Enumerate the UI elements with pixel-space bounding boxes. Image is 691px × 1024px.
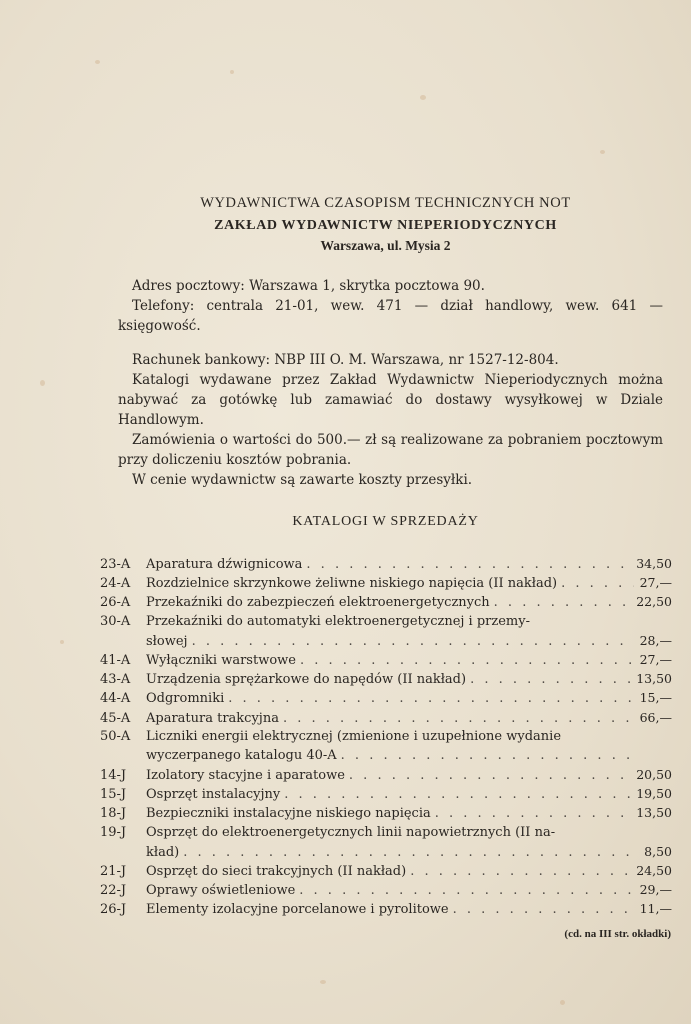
catalog-price: 15,— [639,690,672,706]
postal-address: Adres pocztowy: Warszawa 1, skrytka pocztowa 90. [132,278,485,294]
catalog-title: Przekaźniki do automatyki elektroenergetycznej i przemy- [146,613,530,629]
catalog-price: 11,— [639,901,672,917]
catalog-code: 21-J [100,864,127,879]
catalog-title: Izolatory stacyjne i aparatowe [146,768,345,784]
info-section [118,276,663,490]
catalog-price: 13,50 [636,671,672,687]
shipping-note: W cenie wydawnictw są zawarte koszty przesyłki. [132,472,473,488]
catalog-item [100,710,672,729]
catalog-title: Osprzęt do sieci trakcyjnych (II nakład) [146,864,407,879]
stain-spot [560,1000,565,1005]
department-name: ZAKŁAD WYDAWNICTW NIEPERIODYCZNYCH [214,218,557,233]
stain-spot [230,70,234,74]
catalog-price: 20,50 [636,767,672,783]
catalog-item [100,614,672,633]
publisher-name: WYDAWNICTWA CZASOPISM TECHNICZNYCH NOT [200,195,571,211]
orders-note: Zamówienia o wartości do 500.— zł są realizowane za pobraniem pocztowym przy doliczeniu kosztów pobrania. [118,432,663,468]
catalog-code: 30-A [100,613,131,629]
catalog-price: 22,50 [636,594,672,610]
stain-spot [60,640,64,644]
catalog-code: 14-J [100,768,127,784]
catalog-code: 45-A [100,710,131,726]
catalog-item [100,825,672,844]
catalog-item [100,556,672,575]
catalog-title: Rozdzielnice skrzynkowe żeliwne niskiego napięcia (II nakład) [146,576,558,592]
stain-spot [320,980,326,984]
catalog-title: Liczniki energii elektrycznej (zmienione i uzupełnione wydanie [146,728,562,744]
leader-dots [349,768,632,783]
catalog-code: 26-J [100,902,127,918]
publisher-address: Warszawa, ul. Mysia 2 [320,238,451,253]
catalog-item [100,882,672,901]
catalog-item [100,767,672,786]
catalog-title: Osprzęt instalacyjny [146,787,281,803]
catalog-code: 41-A [100,652,131,668]
catalog-item [100,729,672,748]
catalog-code: 18-J [100,806,127,822]
leader-dots [228,691,634,706]
catalog-code: 50-A [100,728,131,744]
leader-dots [306,557,632,572]
catalog-title: Oprawy oświetleniowe [146,883,296,899]
catalog-price: 27,— [639,575,672,591]
catalog-item [100,901,672,920]
leader-dots [470,672,632,687]
continuation-note: (cd. na III str. okładki) [564,928,671,940]
catalog-section-title: KATALOGI W SPRZEDAŻY [292,514,479,529]
catalog-list [100,556,672,921]
catalog-price: 34,50 [636,556,672,571]
catalog-price: 29,— [639,882,672,898]
catalog-item [100,594,672,613]
leader-dots [435,806,632,821]
leader-dots [341,748,634,763]
catalog-title-continuation: wyczerpanego katalogu 40-A [146,747,337,763]
stain-spot [40,380,45,386]
catalog-title: Wyłączniki warstwowe [146,652,296,668]
catalog-item [100,690,672,709]
catalog-item [100,575,672,594]
leader-dots [284,787,632,802]
catalog-title: Aparatura trakcyjna [146,710,279,726]
catalog-code: 22-J [100,883,127,899]
catalog-item-continuation [100,748,672,767]
catalog-item [100,863,672,882]
leader-dots [183,845,634,860]
catalog-price: 19,50 [636,786,672,802]
catalog-title: Bezpieczniki instalacyjne niskiego napięcia [146,806,431,822]
leader-dots [561,576,634,591]
catalog-code: 15-J [100,787,127,803]
catalog-price: 66,— [639,709,672,725]
leader-dots [192,634,634,649]
catalog-code: 44-A [100,691,131,707]
leader-dots [283,711,634,726]
leader-dots [410,864,632,879]
catalog-title: Elementy izolacyjne porcelanowe i pyrolitowe [146,902,449,918]
leader-dots [453,902,634,917]
catalog-item-continuation [100,633,672,652]
leader-dots [300,653,634,668]
catalog-price: 28,— [639,632,672,648]
catalog-code: 23-A [100,557,131,572]
catalog-item [100,805,672,824]
catalog-purchase-note: Katalogi wydawane przez Zakład Wydawnictw Nieperiodycznych można nabywać za gotówkę lub zamawiać do dostawy wysyłkowej w Dziale Handlowym. [118,372,663,428]
catalog-code: 43-A [100,672,131,688]
catalog-code: 26-A [100,595,131,611]
stain-spot [95,60,100,64]
leader-dots [494,595,633,610]
catalog-title-continuation: kład) [146,844,180,860]
catalog-price: 8,50 [644,843,672,859]
catalog-item [100,652,672,671]
stain-spot [600,150,605,154]
catalog-title-continuation: słowej [146,633,188,649]
catalog-title: Urządzenia sprężarkowe do napędów (II nakład) [146,672,467,688]
catalog-code: 24-A [100,576,131,592]
catalog-title: Aparatura dźwignicowa [146,557,303,572]
catalog-price: 13,50 [636,805,672,821]
stain-spot [420,95,426,100]
phone-numbers: Telefony: centrala 21-01, wew. 471 — dział handlowy, wew. 641 — księgowość. [118,298,663,334]
catalog-code: 19-J [100,824,127,840]
catalog-item [100,671,672,690]
leader-dots [299,883,634,898]
bank-account: Rachunek bankowy: NBP III O. M. Warszawa, nr 1527-12-804. [132,352,559,368]
catalog-title: Przekaźniki do zabezpieczeń elektroenergetycznych [146,595,490,611]
catalog-item [100,786,672,805]
catalog-item-continuation [100,844,672,863]
catalog-title: Odgromniki [146,691,225,707]
catalog-title: Osprzęt do elektroenergetycznych linii napowietrznych (II na- [146,824,556,840]
catalog-price: 27,— [639,651,672,667]
catalog-price: 24,50 [636,863,672,878]
publisher-header [0,195,691,254]
